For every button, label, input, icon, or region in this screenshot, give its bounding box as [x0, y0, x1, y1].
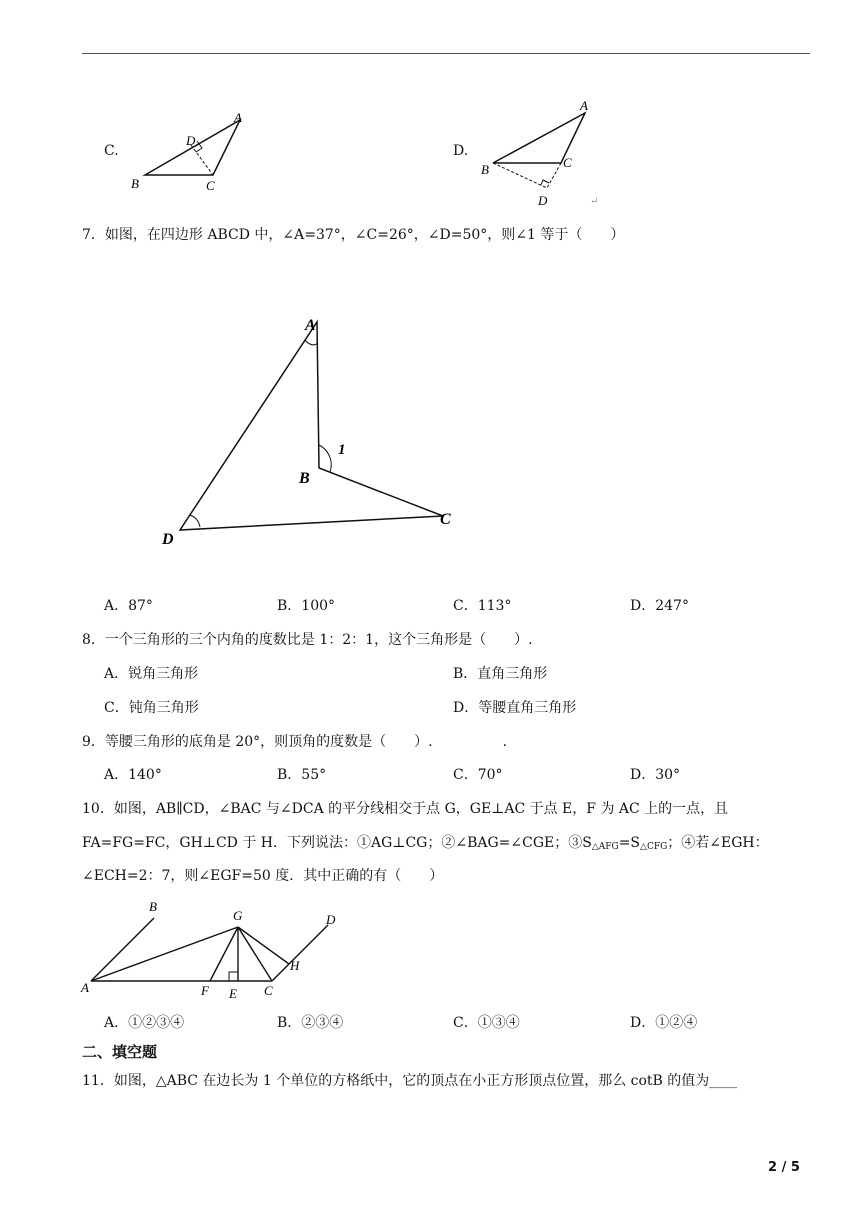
- quadrilateral-abcd: [180, 322, 443, 530]
- label-a: A: [81, 980, 89, 995]
- q11-text: 11．如图，△ABC 在边长为 1 个单位的方格纸中，它的顶点在小正方形顶点位置，那么 cotB 的值为____: [82, 1073, 738, 1089]
- label-h: H: [290, 958, 300, 973]
- ray-cd: [272, 925, 328, 981]
- q10-subscript-afg: △AFG: [591, 842, 619, 852]
- label-b: B: [481, 162, 489, 177]
- q7-figure: [155, 305, 465, 550]
- q6-option-d-figure: [475, 95, 610, 213]
- altitude-cd: [191, 145, 213, 175]
- q8-option-d: D．等腰直角三角形: [453, 700, 577, 716]
- label-d: D: [162, 531, 174, 548]
- label-g: G: [233, 908, 243, 923]
- q10-option-d: D．①②④: [630, 1015, 698, 1031]
- q6-option-c-letter: C.: [104, 143, 119, 159]
- segment-ag: [91, 927, 238, 981]
- label-c: C: [206, 178, 215, 193]
- label-b: B: [299, 470, 310, 487]
- dashed-bd: [493, 163, 547, 188]
- q10-line2: [82, 833, 769, 857]
- right-angle-mark: [229, 972, 238, 981]
- q8-option-a: A．锐角三角形: [104, 666, 199, 682]
- q8-option-c: C．钝角三角形: [104, 700, 199, 716]
- q9-text: 9．等腰三角形的底角是 20°，则顶角的度数是（ ）. .: [82, 734, 508, 750]
- q7-option-c: C．113°: [453, 598, 512, 614]
- label-a: A: [305, 317, 316, 334]
- label-d: D: [538, 193, 548, 208]
- label-c: C: [563, 155, 572, 170]
- section-title: 二、填空题: [82, 1043, 158, 1061]
- label-e: E: [229, 986, 237, 1001]
- header-rule: [82, 53, 810, 54]
- q10-line3: ∠ECH=2：7，则∠EGF=50 度．其中正确的有（ ）: [82, 868, 444, 884]
- q8-option-b: B．直角三角形: [453, 666, 548, 682]
- label-d: D: [186, 133, 196, 148]
- q10-line1: 10．如图，AB∥CD，∠BAC 与∠DCA 的平分线相交于点 G，GE⊥AC 于点 E，F 为 AC 上的一点，且: [82, 801, 729, 817]
- label-d: D: [326, 912, 336, 927]
- return-mark: ↵: [590, 196, 599, 207]
- angle-1-label: 1: [338, 442, 346, 458]
- q10-subscript-cfg: △CFG: [640, 842, 668, 852]
- q6-option-c-figure: [125, 105, 265, 195]
- q9-option-a: A．140°: [104, 767, 162, 783]
- q7-option-d: D．247°: [630, 598, 689, 614]
- q10-option-c: C．①③④: [453, 1015, 520, 1031]
- segment-gh: [238, 927, 289, 964]
- q10-line2-text: FA=FG=FC，GH⊥CD 于 H．下列说法：①AG⊥CG；②∠BAG=∠CGE；③S: [82, 835, 592, 851]
- q10-option-a: A．①②③④: [104, 1015, 185, 1031]
- right-angle-mark: [541, 180, 549, 185]
- angle-a-arc: [305, 340, 318, 345]
- segment-gc: [238, 927, 272, 981]
- q9-option-c: C．70°: [453, 767, 503, 783]
- dashed-cd: [547, 163, 561, 188]
- label-c: C: [440, 511, 451, 528]
- label-c: C: [264, 983, 273, 998]
- label-b: B: [149, 899, 157, 914]
- q7-option-b: B．100°: [277, 598, 336, 614]
- q10-equals: =S: [618, 835, 641, 851]
- q7-option-a: A．87°: [104, 598, 153, 614]
- label-a: A: [580, 98, 588, 113]
- q10-option-b: B．②③④: [277, 1015, 344, 1031]
- page-number: 2 / 5: [768, 1160, 800, 1175]
- label-b: B: [131, 176, 139, 191]
- q7-text: 7．如图，在四边形 ABCD 中，∠A=37°，∠C=26°，∠D=50°，则∠1 等于（ ）: [82, 227, 625, 243]
- angle-d-arc: [189, 515, 200, 527]
- ray-ab: [91, 918, 154, 981]
- q8-text: 8．一个三角形的三个内角的度数比是 1：2：1，这个三角形是（ ）.: [82, 632, 533, 648]
- q10-figure: [76, 895, 356, 1003]
- q10-line2-tail: ；④若∠EGH：: [667, 835, 769, 851]
- q9-option-d: D．30°: [630, 767, 681, 783]
- label-a: A: [234, 110, 242, 125]
- q9-option-b: B．55°: [277, 767, 327, 783]
- label-f: F: [201, 983, 209, 998]
- q6-option-d-letter: D.: [453, 143, 469, 159]
